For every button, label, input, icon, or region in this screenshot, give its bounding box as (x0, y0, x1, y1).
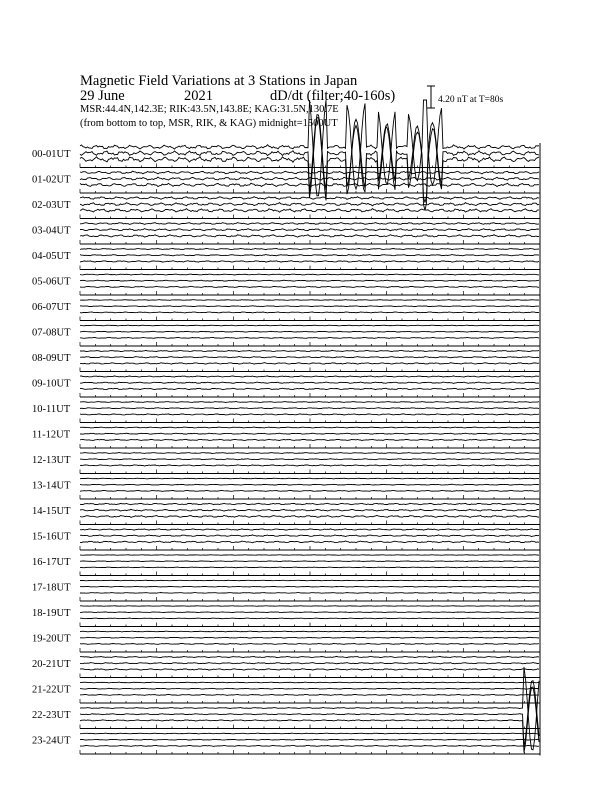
station-coordinates: MSR:44.4N,142.3E; RIK:43.5N,143.8E; KAG:31.5N,130.7E (80, 104, 339, 115)
trace-msr (80, 682, 539, 683)
row-19-20UT (32, 631, 540, 652)
trace-rik (80, 459, 539, 460)
trace-rik (80, 612, 539, 613)
hour-label: 04-05UT (32, 251, 71, 262)
trace-kag (80, 286, 539, 287)
row-20-21UT (32, 656, 540, 677)
trace-rik (80, 535, 539, 537)
date-year: 2021 (184, 88, 213, 104)
row-05-06UT (32, 274, 540, 295)
trace-kag (80, 745, 539, 746)
trace-msr (80, 503, 539, 505)
trace-rik (80, 586, 539, 587)
trace-msr (80, 350, 539, 351)
trace-rik (80, 637, 539, 638)
trace-rik (80, 561, 539, 562)
trace-msr (80, 402, 539, 403)
trace-msr (80, 631, 539, 632)
hour-label: 16-17UT (32, 557, 71, 568)
row-15-16UT (32, 529, 540, 550)
trace-kag (80, 490, 539, 491)
trace-kag (80, 439, 539, 440)
row-07-08UT (32, 325, 540, 346)
trace-msr (80, 667, 539, 750)
scale-bar (427, 86, 435, 108)
trace-rik (80, 357, 539, 358)
trace-kag (80, 312, 539, 313)
hour-label: 14-15UT (32, 506, 71, 517)
trace-kag (80, 337, 539, 338)
row-12-13UT (32, 453, 540, 474)
chart-title: Magnetic Field Variations at 3 Stations in Japan (80, 73, 358, 89)
trace-rik (80, 280, 539, 281)
trace-msr (80, 376, 539, 377)
trace-kag (80, 567, 539, 568)
trace-msr (80, 171, 539, 174)
trace-msr (80, 733, 539, 734)
hour-label: 23-24UT (32, 735, 71, 747)
trace-kag (80, 618, 539, 619)
hour-label: 01-02UT (32, 174, 71, 186)
row-13-14UT (32, 478, 540, 499)
trace-kag (80, 515, 539, 517)
trace-kag (80, 209, 539, 213)
hour-label: 11-12UT (32, 429, 71, 441)
filter-label: dD/dt (filter;40-160s) (270, 88, 396, 104)
hour-label: 15-16UT (32, 531, 71, 543)
trace-kag (80, 118, 539, 211)
trace-msr (80, 300, 539, 301)
trace-kag (80, 388, 539, 390)
row-10-11UT (32, 402, 540, 423)
row-23-24UT (32, 733, 540, 754)
trace-msr (80, 453, 539, 454)
trace-msr (80, 555, 539, 556)
trace-kag (80, 687, 539, 753)
trace-kag (80, 541, 539, 543)
hour-label: 03-04UT (32, 225, 71, 237)
row-21-22UT (32, 682, 540, 703)
trace-kag (80, 235, 539, 237)
trace-kag (80, 669, 539, 671)
row-11-12UT (32, 427, 540, 448)
hour-label: 21-22UT (32, 684, 71, 696)
row-01-02UT (32, 171, 540, 193)
trace-msr (80, 223, 539, 225)
row-09-10UT (32, 376, 540, 397)
trace-kag (80, 465, 539, 466)
trace-rik (80, 663, 539, 664)
trace-rik (80, 382, 539, 383)
trace-rik (80, 331, 539, 332)
trace-rik (80, 739, 539, 740)
trace-rik (80, 306, 539, 307)
row-06-07UT (32, 300, 540, 321)
hour-label: 12-13UT (32, 455, 71, 466)
hour-label: 18-19UT (32, 608, 71, 619)
trace-msr (80, 656, 539, 657)
trace-kag (80, 593, 539, 594)
trace-rik (80, 203, 539, 206)
row-02-03UT (32, 197, 540, 219)
trace-msr (80, 427, 539, 428)
scale-label: 4.20 nT at T=80s (438, 95, 504, 105)
trace-kag (80, 363, 539, 365)
trace-rik (80, 255, 539, 256)
trace-msr (80, 274, 539, 275)
hour-label: 19-20UT (32, 633, 71, 645)
trace-msr (80, 529, 539, 530)
trace-rik (80, 688, 539, 689)
hour-label: 22-23UT (32, 710, 71, 721)
trace-rik (80, 433, 539, 434)
trace-rik (80, 229, 539, 231)
hour-label: 00-01UT (32, 149, 71, 160)
row-00-01UT (32, 100, 540, 210)
row-04-05UT (32, 248, 540, 269)
row-18-19UT (32, 606, 540, 627)
hour-label: 17-18UT (32, 582, 71, 594)
trace-rik (80, 509, 539, 511)
row-14-15UT (32, 503, 540, 524)
trace-msr (80, 606, 539, 607)
hour-label: 20-21UT (32, 659, 71, 670)
row-17-18UT (32, 580, 540, 601)
hour-label: 09-10UT (32, 378, 71, 390)
hour-label: 07-08UT (32, 327, 71, 339)
hour-label: 02-03UT (32, 200, 71, 211)
hour-label: 13-14UT (32, 480, 71, 492)
trace-kag (80, 414, 539, 415)
trace-rik (80, 681, 539, 747)
trace-rik (80, 484, 539, 485)
trace-msr (80, 580, 539, 581)
hour-label: 06-07UT (32, 302, 71, 313)
hour-label: 10-11UT (32, 404, 71, 415)
trace-msr (80, 325, 539, 326)
row-16-17UT (32, 555, 540, 576)
date-day: 29 June (80, 88, 125, 104)
hour-label: 08-09UT (32, 353, 71, 364)
trace-kag (80, 694, 539, 695)
trace-kag (80, 261, 539, 262)
trace-msr (80, 248, 539, 249)
row-08-09UT (32, 350, 540, 371)
trace-msr (80, 478, 539, 479)
hour-label: 05-06UT (32, 276, 71, 288)
trace-kag (80, 643, 539, 644)
trace-rik (80, 408, 539, 409)
station-order-note: (from bottom to top, MSR, RIK, & KAG) midnight=1500UT (80, 118, 338, 129)
row-03-04UT (32, 223, 540, 244)
